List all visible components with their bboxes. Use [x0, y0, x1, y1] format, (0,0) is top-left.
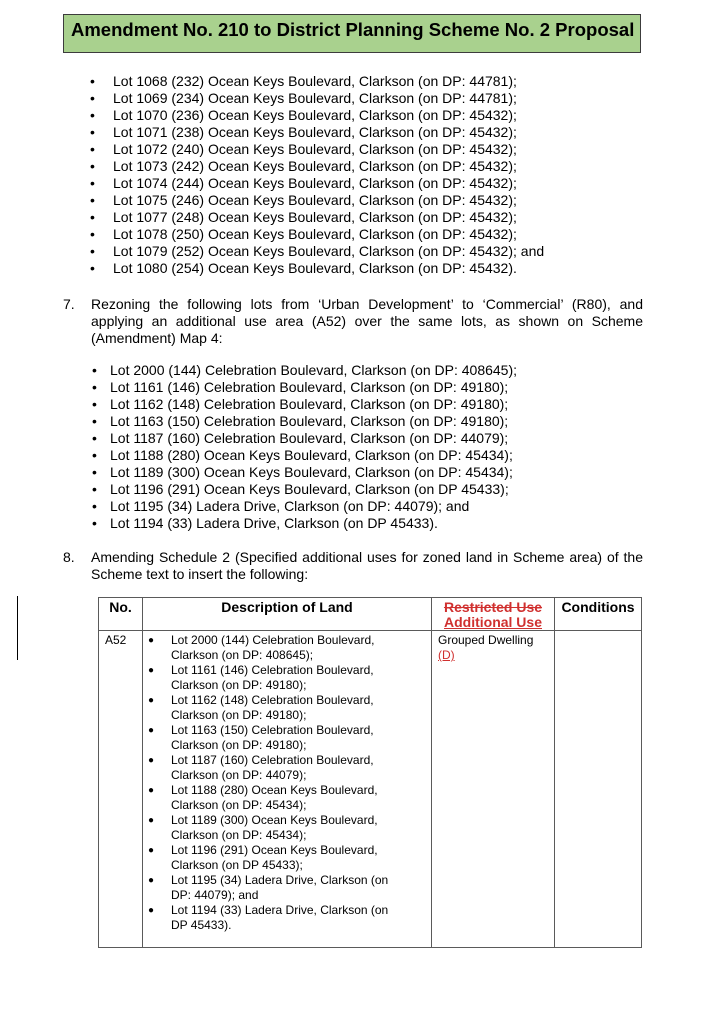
header-conditions: Conditions	[555, 598, 642, 631]
list-item: • Lot 2000 (144) Celebration Boulevard, Clarkson (on DP: 408645);	[92, 362, 518, 378]
bullet-icon: •	[92, 396, 97, 412]
table-row	[99, 631, 642, 948]
list-item: • Lot 1078 (250) Ocean Keys Boulevard, Clarkson (on DP: 45432);	[90, 226, 517, 242]
list-item: ● Lot 1189 (300) Ocean Keys Boulevard, Clarkson (on DP: 45434);	[148, 813, 378, 842]
deleted-text: Restricted Use	[443, 599, 543, 615]
bullet-icon: •	[90, 243, 95, 259]
bullet-icon: •	[90, 73, 95, 89]
table-header-row	[99, 598, 642, 631]
bullet-icon: •	[92, 362, 97, 378]
cell-no: A52	[99, 631, 143, 948]
bullet-icon: •	[92, 481, 97, 497]
bullet-icon: ●	[148, 755, 155, 766]
schedule-2-table	[98, 597, 642, 948]
bullet-icon: •	[90, 175, 95, 191]
bullet-icon: ●	[148, 725, 155, 736]
bullet-icon: ●	[148, 785, 155, 796]
bullet-icon: •	[90, 260, 95, 276]
list-item: • Lot 1073 (242) Ocean Keys Boulevard, Clarkson (on DP: 45432);	[90, 158, 517, 174]
cell-use	[432, 631, 555, 948]
bullet-icon: ●	[148, 905, 155, 916]
lot-list-section-7	[92, 362, 517, 532]
item-8-paragraph	[63, 549, 643, 583]
item-number: 7.	[63, 296, 75, 312]
list-item: • Lot 1077 (248) Ocean Keys Boulevard, Clarkson (on DP: 45432);	[90, 209, 517, 225]
bullet-icon: •	[90, 226, 95, 242]
description-lot-list	[143, 631, 431, 947]
bullet-icon: •	[90, 141, 95, 157]
bullet-icon: ●	[148, 665, 155, 676]
use-name: Grouped Dwelling	[438, 633, 534, 647]
document-title: Amendment No. 210 to District Planning Scheme No. 2 Proposal	[71, 19, 635, 40]
list-item: • Lot 1068 (232) Ocean Keys Boulevard, Clarkson (on DP: 44781);	[90, 73, 517, 89]
bullet-icon: •	[92, 464, 97, 480]
list-item: ● Lot 2000 (144) Celebration Boulevard, Clarkson (on DP: 408645);	[148, 633, 375, 662]
item-7-text: Rezoning the following lots from ‘Urban Development’ to ‘Commercial’ (R80), and applying an additional use area (A52) over the same lots, as shown on Scheme (Amendment) Map 4:	[91, 296, 643, 346]
list-item: • Lot 1188 (280) Ocean Keys Boulevard, Clarkson (on DP: 45434);	[92, 447, 513, 463]
list-item: ● Lot 1187 (160) Celebration Boulevard, Clarkson (on DP: 44079);	[148, 753, 374, 782]
list-item: ● Lot 1195 (34) Ladera Drive, Clarkson (on DP: 44079); and	[148, 873, 389, 902]
list-item: • Lot 1162 (148) Celebration Boulevard, Clarkson (on DP: 49180);	[92, 396, 509, 412]
bullet-icon: •	[90, 158, 95, 174]
header-no: No.	[99, 598, 143, 631]
lot-list-section-6	[90, 73, 544, 277]
item-7-paragraph	[63, 296, 643, 347]
cell-conditions	[555, 631, 642, 948]
inserted-text: Additional Use	[443, 614, 542, 630]
cell-description	[143, 631, 432, 948]
bullet-icon: ●	[148, 875, 155, 886]
list-item: ● Lot 1163 (150) Celebration Boulevard, Clarkson (on DP: 49180);	[148, 723, 374, 752]
list-item: • Lot 1071 (238) Ocean Keys Boulevard, Clarkson (on DP: 45432);	[90, 124, 517, 140]
bullet-icon: •	[92, 379, 97, 395]
list-item: • Lot 1163 (150) Celebration Boulevard, Clarkson (on DP: 49180);	[92, 413, 509, 429]
bullet-icon: ●	[148, 815, 155, 826]
change-bar	[17, 596, 18, 660]
bullet-icon: •	[92, 447, 97, 463]
bullet-icon: •	[90, 124, 95, 140]
list-item: • Lot 1070 (236) Ocean Keys Boulevard, Clarkson (on DP: 45432);	[90, 107, 517, 123]
list-item: ● Lot 1196 (291) Ocean Keys Boulevard, Clarkson (on DP 45433);	[148, 843, 378, 872]
bullet-icon: •	[90, 192, 95, 208]
list-item: • Lot 1080 (254) Ocean Keys Boulevard, Clarkson (on DP: 45432).	[90, 260, 517, 276]
list-item: ● Lot 1188 (280) Ocean Keys Boulevard, Clarkson (on DP: 45434);	[148, 783, 378, 812]
bullet-icon: •	[92, 515, 97, 531]
list-item: • Lot 1075 (246) Ocean Keys Boulevard, Clarkson (on DP: 45432);	[90, 192, 517, 208]
header-use	[432, 598, 555, 631]
bullet-icon: •	[92, 498, 97, 514]
list-item: • Lot 1195 (34) Ladera Drive, Clarkson (on DP: 44079); and	[92, 498, 470, 514]
list-item: ● Lot 1161 (146) Celebration Boulevard, Clarkson (on DP: 49180);	[148, 663, 374, 692]
list-item: ● Lot 1162 (148) Celebration Boulevard, Clarkson (on DP: 49180);	[148, 693, 374, 722]
bullet-icon: ●	[148, 695, 155, 706]
bullet-icon: ●	[148, 845, 155, 856]
bullet-icon: •	[90, 209, 95, 225]
list-item: • Lot 1194 (33) Ladera Drive, Clarkson (on DP 45433).	[92, 515, 438, 531]
list-item: • Lot 1187 (160) Celebration Boulevard, Clarkson (on DP: 44079);	[92, 430, 509, 446]
list-item: • Lot 1074 (244) Ocean Keys Boulevard, Clarkson (on DP: 45432);	[90, 175, 517, 191]
bullet-icon: •	[90, 107, 95, 123]
use-code-inserted: (D)	[438, 648, 455, 662]
bullet-icon: •	[92, 413, 97, 429]
bullet-icon: •	[92, 430, 97, 446]
item-number: 8.	[63, 549, 75, 565]
header-description: Description of Land	[143, 598, 432, 631]
list-item: • Lot 1072 (240) Ocean Keys Boulevard, Clarkson (on DP: 45432);	[90, 141, 517, 157]
bullet-icon: ●	[148, 635, 155, 646]
list-item: • Lot 1069 (234) Ocean Keys Boulevard, Clarkson (on DP: 44781);	[90, 90, 517, 106]
list-item: • Lot 1189 (300) Ocean Keys Boulevard, Clarkson (on DP: 45434);	[92, 464, 513, 480]
list-item: ● Lot 1194 (33) Ladera Drive, Clarkson (on DP 45433).	[148, 903, 389, 932]
title-box	[63, 14, 641, 53]
list-item: • Lot 1196 (291) Ocean Keys Boulevard, Clarkson (on DP 45433);	[92, 481, 509, 497]
list-item: • Lot 1079 (252) Ocean Keys Boulevard, Clarkson (on DP: 45432); and	[90, 243, 545, 259]
bullet-icon: •	[90, 90, 95, 106]
item-8-text: Amending Schedule 2 (Specified additional uses for zoned land in Scheme area) of the Scheme text to insert the following:	[91, 549, 643, 582]
list-item: • Lot 1161 (146) Celebration Boulevard, Clarkson (on DP: 49180);	[92, 379, 509, 395]
